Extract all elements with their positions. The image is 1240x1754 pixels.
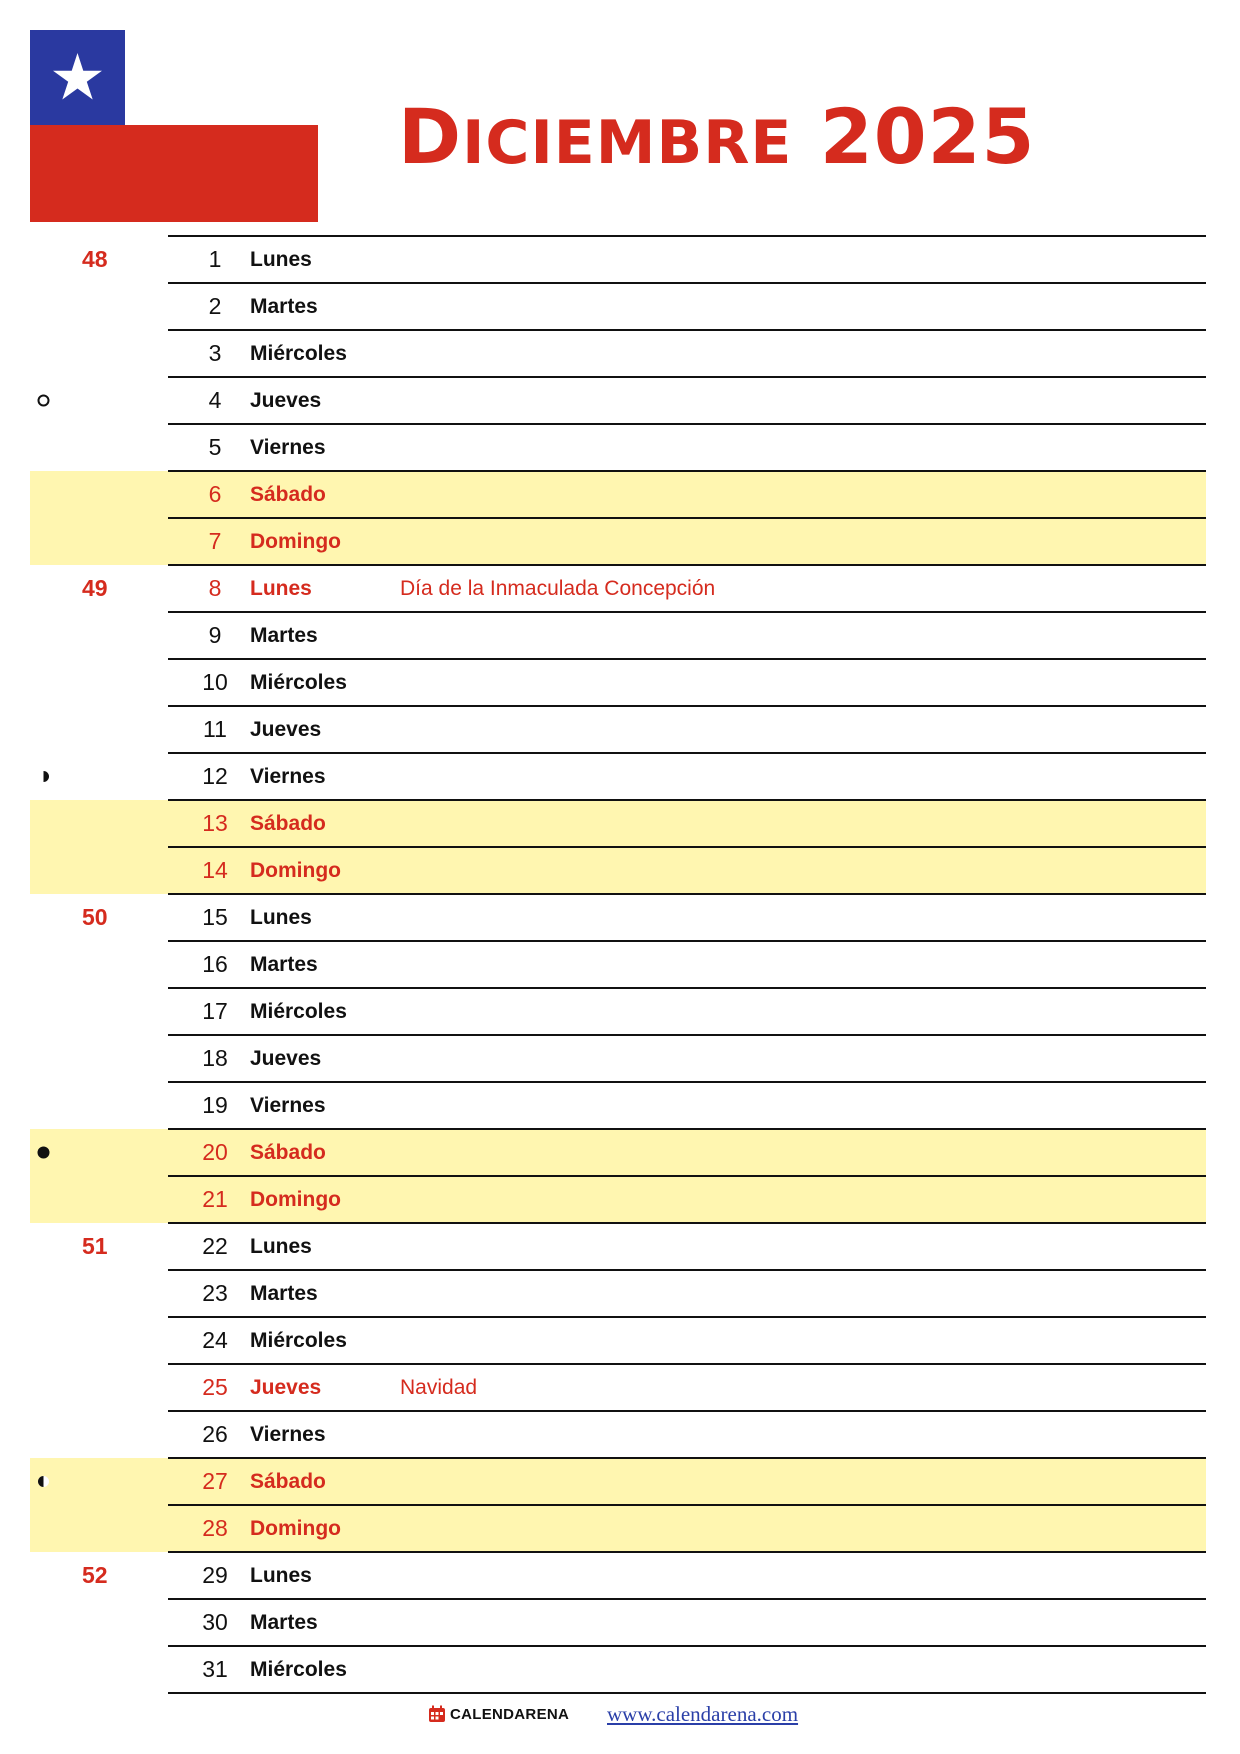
brand-name: CALENDARENA (450, 1705, 570, 1723)
day-number: 29 (202, 1562, 228, 1588)
day-list (30, 236, 1206, 1693)
day-row (30, 330, 1206, 377)
day-row (30, 1270, 1206, 1317)
weekday-name: Jueves (250, 389, 322, 412)
week-number: 48 (82, 246, 108, 272)
star-icon (53, 53, 102, 100)
day-number: 26 (202, 1421, 228, 1447)
day-number: 10 (202, 669, 228, 695)
day-number: 4 (208, 387, 222, 413)
day-number: 6 (208, 481, 222, 507)
day-number: 19 (202, 1092, 228, 1118)
calendar-icon (428, 1705, 446, 1723)
weekday-name: Jueves (250, 1376, 322, 1399)
weekday-name: Sábado (250, 812, 326, 835)
day-number: 8 (208, 575, 222, 601)
weekday-name: Martes (250, 953, 318, 976)
row-divider (168, 1363, 1206, 1365)
day-row (30, 1176, 1206, 1223)
day-number: 25 (202, 1374, 228, 1400)
weekday-name: Domingo (250, 859, 341, 882)
day-row (30, 706, 1206, 753)
day-number: 3 (208, 340, 222, 366)
weekday-name: Lunes (250, 1235, 312, 1258)
day-row (30, 800, 1206, 847)
day-row (30, 1082, 1206, 1129)
day-row (30, 1129, 1206, 1176)
weekday-name: Jueves (250, 718, 322, 741)
day-row (30, 894, 1206, 941)
day-row (30, 612, 1206, 659)
weekday-name: Lunes (250, 577, 312, 600)
day-row (30, 941, 1206, 988)
weekday-name: Martes (250, 1282, 318, 1305)
weekday-name: Domingo (250, 1517, 341, 1540)
day-number: 14 (202, 857, 228, 883)
day-number: 7 (208, 528, 222, 554)
flag-white-field (125, 30, 318, 125)
day-number: 9 (208, 622, 222, 648)
day-number: 11 (203, 716, 227, 742)
row-divider (168, 1034, 1206, 1036)
day-number: 12 (202, 763, 228, 789)
day-number: 16 (202, 951, 228, 977)
day-number: 24 (202, 1327, 228, 1353)
row-divider (168, 1551, 1206, 1553)
day-row (30, 1505, 1206, 1552)
day-number: 21 (202, 1186, 228, 1212)
weekday-name: Lunes (250, 248, 312, 271)
day-number: 13 (202, 810, 228, 836)
weekday-name: Sábado (250, 1470, 326, 1493)
row-divider (168, 940, 1206, 942)
day-number: 18 (202, 1045, 228, 1071)
row-divider (168, 1222, 1206, 1224)
weekday-name: Lunes (250, 1564, 312, 1587)
row-divider (168, 705, 1206, 707)
weekday-name: Miércoles (250, 1000, 347, 1023)
day-number: 20 (202, 1139, 228, 1165)
row-divider (168, 282, 1206, 284)
day-row (30, 1364, 1206, 1411)
title-month-rest: ICIEMBRE (462, 108, 793, 178)
weekday-name: Martes (250, 624, 318, 647)
day-number: 31 (202, 1656, 228, 1682)
weekday-name: Miércoles (250, 671, 347, 694)
day-number: 23 (202, 1280, 228, 1306)
weekday-name: Miércoles (250, 1329, 347, 1352)
day-row (30, 1223, 1206, 1270)
day-row (30, 847, 1206, 894)
day-row (30, 753, 1206, 800)
chile-flag (30, 30, 318, 222)
day-row (30, 1317, 1206, 1364)
week-number: 52 (82, 1562, 108, 1588)
day-row (30, 1552, 1206, 1599)
day-row (30, 1458, 1206, 1505)
day-row (30, 1646, 1206, 1693)
title-year: 2025 (819, 92, 1036, 181)
day-number: 5 (208, 434, 222, 460)
full-moon-icon (37, 394, 50, 407)
day-row (30, 283, 1206, 330)
day-number: 15 (202, 904, 228, 930)
holiday-name: Navidad (400, 1376, 478, 1399)
day-number: 2 (208, 293, 222, 319)
weekday-name: Jueves (250, 1047, 322, 1070)
day-row (30, 471, 1206, 518)
weekday-name: Martes (250, 1611, 318, 1634)
day-row (30, 1411, 1206, 1458)
row-divider (168, 235, 1206, 237)
weekday-name: Miércoles (250, 1658, 347, 1681)
day-row (30, 236, 1206, 283)
weekday-name: Sábado (250, 483, 326, 506)
day-row (30, 988, 1206, 1035)
footer-brand (428, 1705, 569, 1723)
week-number: 50 (82, 904, 108, 930)
day-row (30, 424, 1206, 471)
first-quarter-moon-icon (37, 1475, 50, 1488)
footer (0, 1697, 1240, 1733)
last-quarter-moon-icon (37, 770, 50, 783)
weekday-name: Lunes (250, 906, 312, 929)
day-row (30, 659, 1206, 706)
weekday-name: Domingo (250, 530, 341, 553)
day-number: 17 (202, 998, 228, 1024)
day-row (30, 518, 1206, 565)
weekday-name: Miércoles (250, 342, 347, 365)
holiday-name: Día de la Inmaculada Concepción (400, 577, 716, 600)
weekday-name: Viernes (250, 1094, 326, 1117)
title-month-initial: D (398, 92, 463, 181)
new-moon-icon (37, 1146, 50, 1159)
row-divider (168, 1269, 1206, 1271)
day-row (30, 1035, 1206, 1082)
weekday-name: Sábado (250, 1141, 326, 1164)
row-divider (168, 1598, 1206, 1600)
weekday-name: Viernes (250, 765, 326, 788)
day-number: 1 (208, 246, 222, 272)
day-number: 28 (202, 1515, 228, 1541)
row-divider (168, 893, 1206, 895)
flag-red-band (30, 125, 318, 222)
week-number: 51 (82, 1233, 108, 1259)
day-number: 22 (202, 1233, 228, 1259)
row-divider (168, 611, 1206, 613)
day-row (30, 1599, 1206, 1646)
day-row (30, 565, 1206, 612)
weekday-name: Domingo (250, 1188, 341, 1211)
website-link[interactable]: www.calendarena.com (607, 1702, 799, 1726)
row-divider (168, 376, 1206, 378)
page-title (398, 92, 1035, 181)
day-number: 27 (202, 1468, 228, 1494)
bottom-rule (168, 1692, 1206, 1694)
weekday-name: Viernes (250, 436, 326, 459)
weekday-name: Martes (250, 295, 318, 318)
week-number: 49 (82, 575, 108, 601)
weekday-name: Viernes (250, 1423, 326, 1446)
day-row (30, 377, 1206, 424)
day-number: 30 (202, 1609, 228, 1635)
